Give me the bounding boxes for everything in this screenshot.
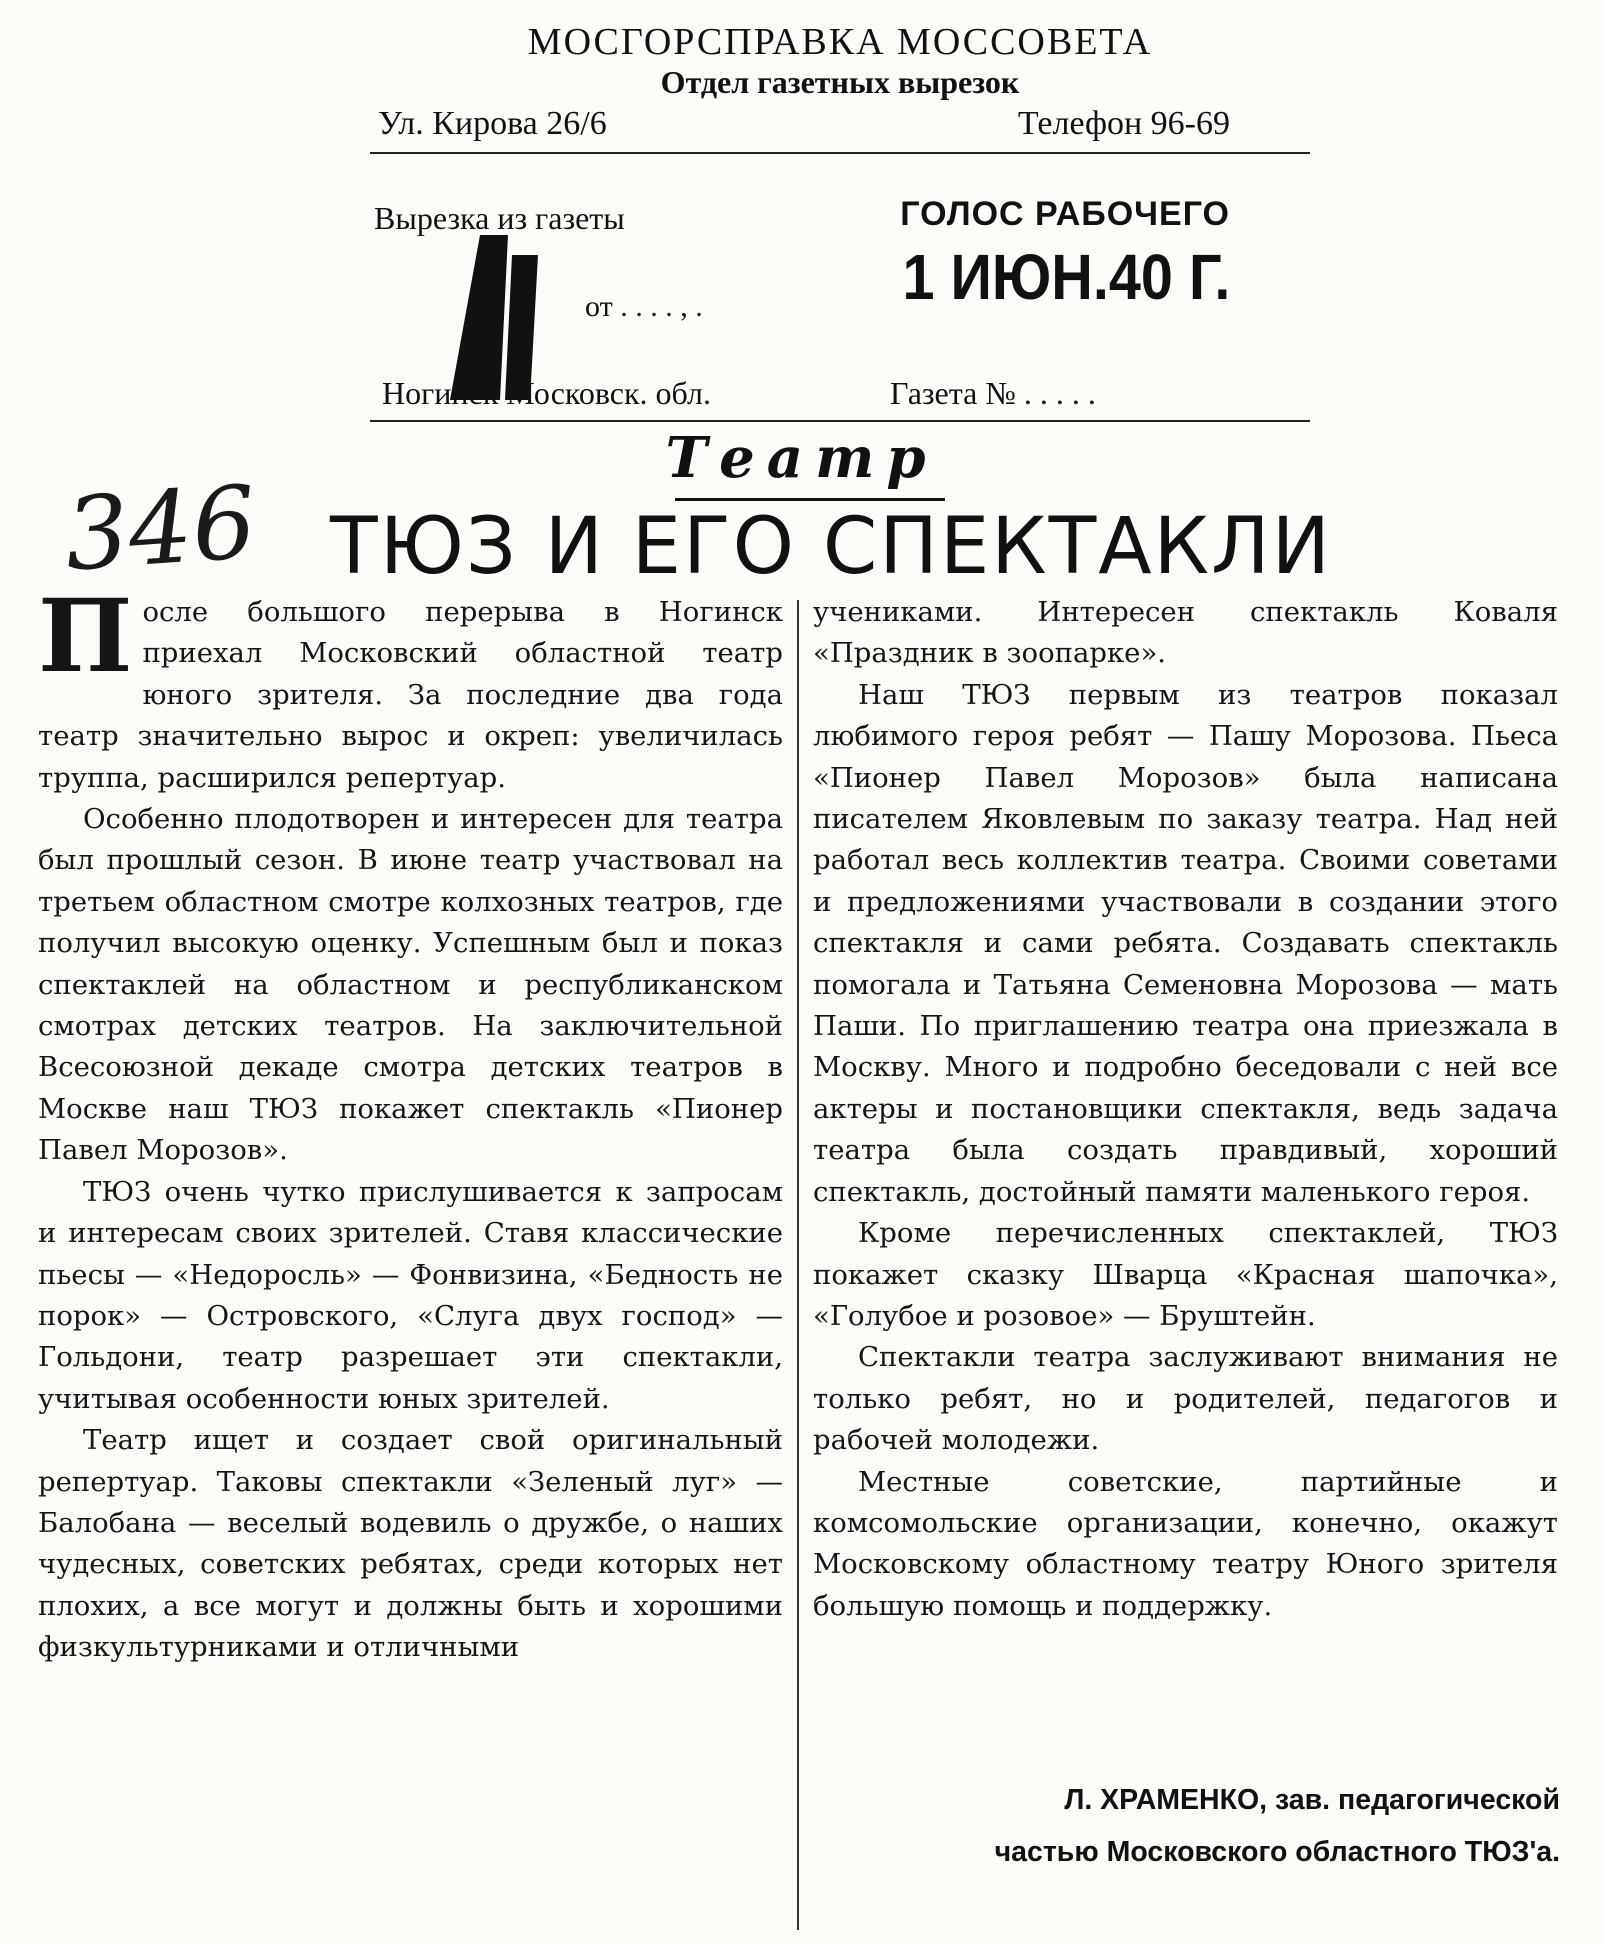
article-paragraph: Спектакли театра заслуживают внимания не только ребят, но и родителей, педагогов и рабочей молодежи.	[813, 1341, 1558, 1457]
stamp-department: Отдел газетных вырезок	[660, 64, 1020, 100]
article-column-left	[38, 577, 783, 1669]
article-paragraph: Наш ТЮЗ первым из театров показал любимого героя ребят — Пашу Морозова. Пьеса «Пионер Павел Морозов» была написана писателем Яковлевым по заказу театра. Над ней работал весь коллектив театра. Своими советами и предложениями участвовали в создании этого спектакля и сами ребята. Создавать спектакль помогала и Татьяна Семеновна Морозова — мать Паши. По приглашению театра она приезжала в Москву. Много и подробно беседовали с ней все актеры и постановщики спектакля, ведь задача театра была создать правдивый, хороший спектакль, достойный памяти маленького героя.	[813, 678, 1558, 1208]
stamp-address: Ул. Кирова 26/6	[378, 105, 607, 142]
article-paragraph: После большого перерыва в Ногинск приехал Московский областной театр юного зрителя. За последние два года театр значительно вырос и окреп: увеличилась труппа, расширился репертуар.	[38, 577, 783, 794]
drop-cap: П	[38, 577, 133, 695]
rubric-underline	[675, 498, 945, 501]
article-paragraph: учениками. Интересен спектакль Коваля «Праздник в зоопарке».	[813, 596, 1558, 670]
article-column-right	[813, 592, 1558, 1627]
article-paragraph: ТЮЗ очень чутко прислушивается к запросам и интересам своих зрителей. Ставя классические пьесы — «Недоросль» — Фонвизина, «Бедность не порок» — Островского, «Слуга двух господ» — Гольдони, театр разрешает эти спектакли, учитывая особенности юных зрителей.	[38, 1175, 783, 1415]
stamp-date: 1 ИЮН.40 Г.	[902, 241, 1230, 313]
column-divider	[797, 600, 799, 1930]
stamp-phone: Телефон 96-69	[1017, 105, 1230, 142]
article-paragraph: Театр ищет и создает свой оригинальный репертуар. Таковы спектакли «Зеленый луг» — Балобана — веселый водевиль о дружбе, о наших чудесных, советских ребятах, среди которых нет плохих, а все могут и должны быть и хорошими физкультурниками и отличными	[38, 1424, 783, 1664]
stamp-from-label: от . . . . , .	[585, 290, 703, 323]
stamp-bottom-divider	[370, 420, 1310, 422]
author-signature	[880, 1774, 1560, 1878]
stamp-clipping-label: Вырезка из газеты	[374, 200, 625, 236]
signature-line: Л. ХРАМЕНКО, зав. педагогической	[1064, 1784, 1560, 1816]
stamp-organization: МОСГОРСПРАВКА МОССОВЕТА	[527, 21, 1153, 63]
stamp-divider	[370, 152, 1310, 154]
stamp-city: Ногинск Московск. обл.	[382, 375, 711, 411]
handwritten-archive-number: 346	[61, 463, 260, 594]
article-paragraph: Местные советские, партийные и комсомольские организации, конечно, окажут Московскому областному театру Юного зрителя большую помощь и поддержку.	[813, 1465, 1558, 1622]
clipping-stamp	[370, 0, 1310, 425]
section-rubric: Театр	[665, 425, 938, 491]
article-paragraph: Особенно плодотворен и интересен для театра был прошлый сезон. В июне театр участвовал на третьем областном смотре колхозных театров, где получил высокую оценку. Успешным был и показ спектаклей на областном и республиканском смотрах детских театров. На заключительной Всесоюзной декаде смотра детских театров в Москве наш ТЮЗ покажет спектакль «Пионер Павел Морозов».	[38, 803, 783, 1167]
article-paragraph: Кроме перечисленных спектаклей, ТЮЗ покажет сказку Шварца «Красная шапочка», «Голубое и розовое» — Бруштейн.	[813, 1217, 1558, 1332]
stamp-issue-label: Газета № . . . . .	[890, 375, 1096, 411]
signature-line: частью Московского областного ТЮЗ'а.	[994, 1836, 1560, 1868]
article-headline: ТЮЗ И ЕГО СПЕКТАКЛИ	[330, 502, 1332, 592]
stamp-newspaper-name: ГОЛОС РАБОЧЕГО	[900, 195, 1230, 233]
